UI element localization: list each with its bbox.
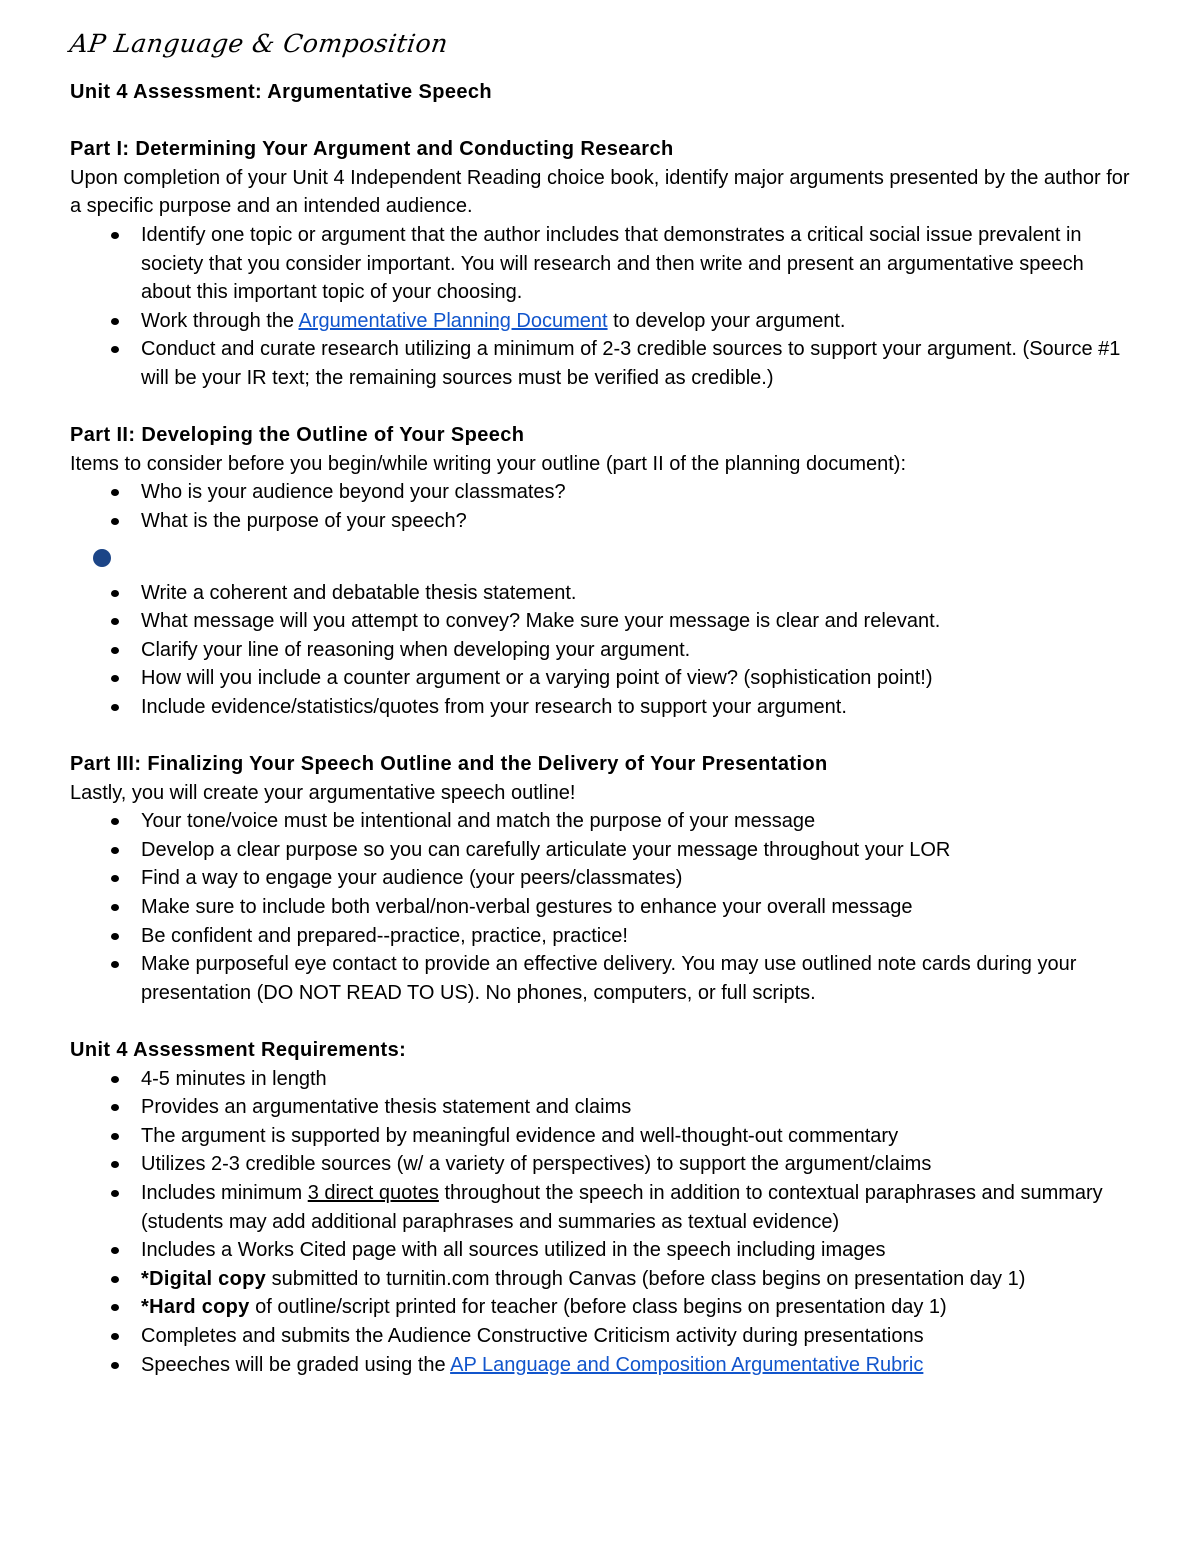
planning-document-link[interactable]: Argumentative Planning Document — [298, 309, 608, 332]
list-item: Your tone/voice must be intentional and match the purpose of your message — [70, 807, 1126, 836]
list-item: Provides an argumentative thesis statement and claims — [70, 1093, 1126, 1122]
underlined-text: 3 direct quotes — [307, 1181, 439, 1204]
list-item: Conduct and curate research utilizing a minimum of 2-3 credible sources to support your argument. (Source #1 will be your IR text; the remaining sources must be verified as credible.) — [70, 335, 1126, 392]
text: of outline/script printed for teacher (before class begins on presentation day 1) — [249, 1296, 947, 1319]
bold-text: *Hard copy — [141, 1296, 250, 1319]
part1-heading: Part I: Determining Your Argument and Conducting Research — [70, 138, 674, 161]
list-item: Develop a clear purpose so you can carefully articulate your message throughout your LOR — [70, 836, 1126, 865]
part1-list — [70, 221, 1130, 393]
list-item: Make purposeful eye contact to provide an effective delivery. You may use outlined note cards during your presentation (DO NOT READ TO US). No phones, computers, or full scripts. — [70, 950, 1126, 1007]
list-item — [70, 1265, 1126, 1294]
list-item: Clarify your line of reasoning when developing your argument. — [70, 636, 1126, 665]
list-item: Includes a Works Cited page with all sources utilized in the speech including images — [70, 1236, 1126, 1265]
list-item — [70, 1293, 1126, 1322]
list-item: Identify one topic or argument that the author includes that demonstrates a critical social issue prevalent in society that you consider important. You will research and then write and present an argumentative speech about this important topic of your choosing. — [70, 221, 1126, 307]
list-item: How will you include a counter argument or a varying point of view? (sophistication point!) — [70, 664, 1126, 693]
bold-text: *Digital copy — [141, 1267, 267, 1290]
text: submitted to turnitin.com through Canvas (before class begins on presentation day 1) — [266, 1267, 1026, 1290]
part2-intro: Items to consider before you begin/while writing your outline (part II of the planning document): — [70, 452, 907, 475]
list-item: The argument is supported by meaningful evidence and well-thought-out commentary — [70, 1122, 1126, 1151]
list-item: Who is your audience beyond your classmates? — [70, 478, 1126, 507]
part2-heading: Part II: Developing the Outline of Your Speech — [70, 424, 525, 447]
list-item — [70, 1351, 1126, 1380]
assessment-title: Unit 4 Assessment: Argumentative Speech — [70, 81, 493, 103]
list-item: Utilizes 2-3 credible sources (w/ a variety of perspectives) to support the argument/claims — [70, 1150, 1126, 1179]
text: Work through the — [141, 309, 299, 332]
requirements-heading: Unit 4 Assessment Requirements: — [70, 1039, 407, 1061]
empty-list-item-blue-bullet — [70, 536, 1126, 579]
text: to develop your argument. — [607, 309, 846, 332]
list-item: Include evidence/statistics/quotes from your research to support your argument. — [70, 693, 1126, 722]
requirements-list — [70, 1065, 1130, 1380]
part3-heading: Part III: Finalizing Your Speech Outline and the Delivery of Your Presentation — [70, 753, 828, 776]
part1-intro: Upon completion of your Unit 4 Independent Reading choice book, identify major arguments presented by the author for a specific purpose and an intended audience. — [70, 166, 1130, 218]
list-item: Make sure to include both verbal/non-verbal gestures to enhance your overall message — [70, 893, 1126, 922]
list-item: What is the purpose of your speech? — [70, 507, 1126, 536]
text: Includes minimum — [141, 1181, 308, 1204]
rubric-link[interactable]: AP Language and Composition Argumentative Rubric — [450, 1353, 924, 1376]
part2-list — [70, 478, 1130, 721]
list-item: Completes and submits the Audience Constructive Criticism activity during presentations — [70, 1322, 1126, 1351]
list-item — [70, 1179, 1126, 1236]
list-item — [70, 307, 1126, 336]
list-item: 4-5 minutes in length — [70, 1065, 1126, 1094]
part3-list — [70, 807, 1130, 1007]
part3-intro: Lastly, you will create your argumentative speech outline! — [70, 781, 576, 804]
text: Speeches will be graded using the — [141, 1353, 451, 1376]
list-item: Be confident and prepared--practice, practice, practice! — [70, 922, 1126, 951]
course-title: AP Language & Composition — [68, 29, 451, 58]
text: throughout the speech in addition to contextual paraphrases and summary (students may add additional paraphrases and summaries as textual evidence) — [141, 1181, 1103, 1233]
list-item: What message will you attempt to convey? Make sure your message is clear and relevant. — [70, 607, 1126, 636]
list-item: Find a way to engage your audience (your peers/classmates) — [70, 864, 1126, 893]
list-item: Write a coherent and debatable thesis statement. — [70, 579, 1126, 608]
